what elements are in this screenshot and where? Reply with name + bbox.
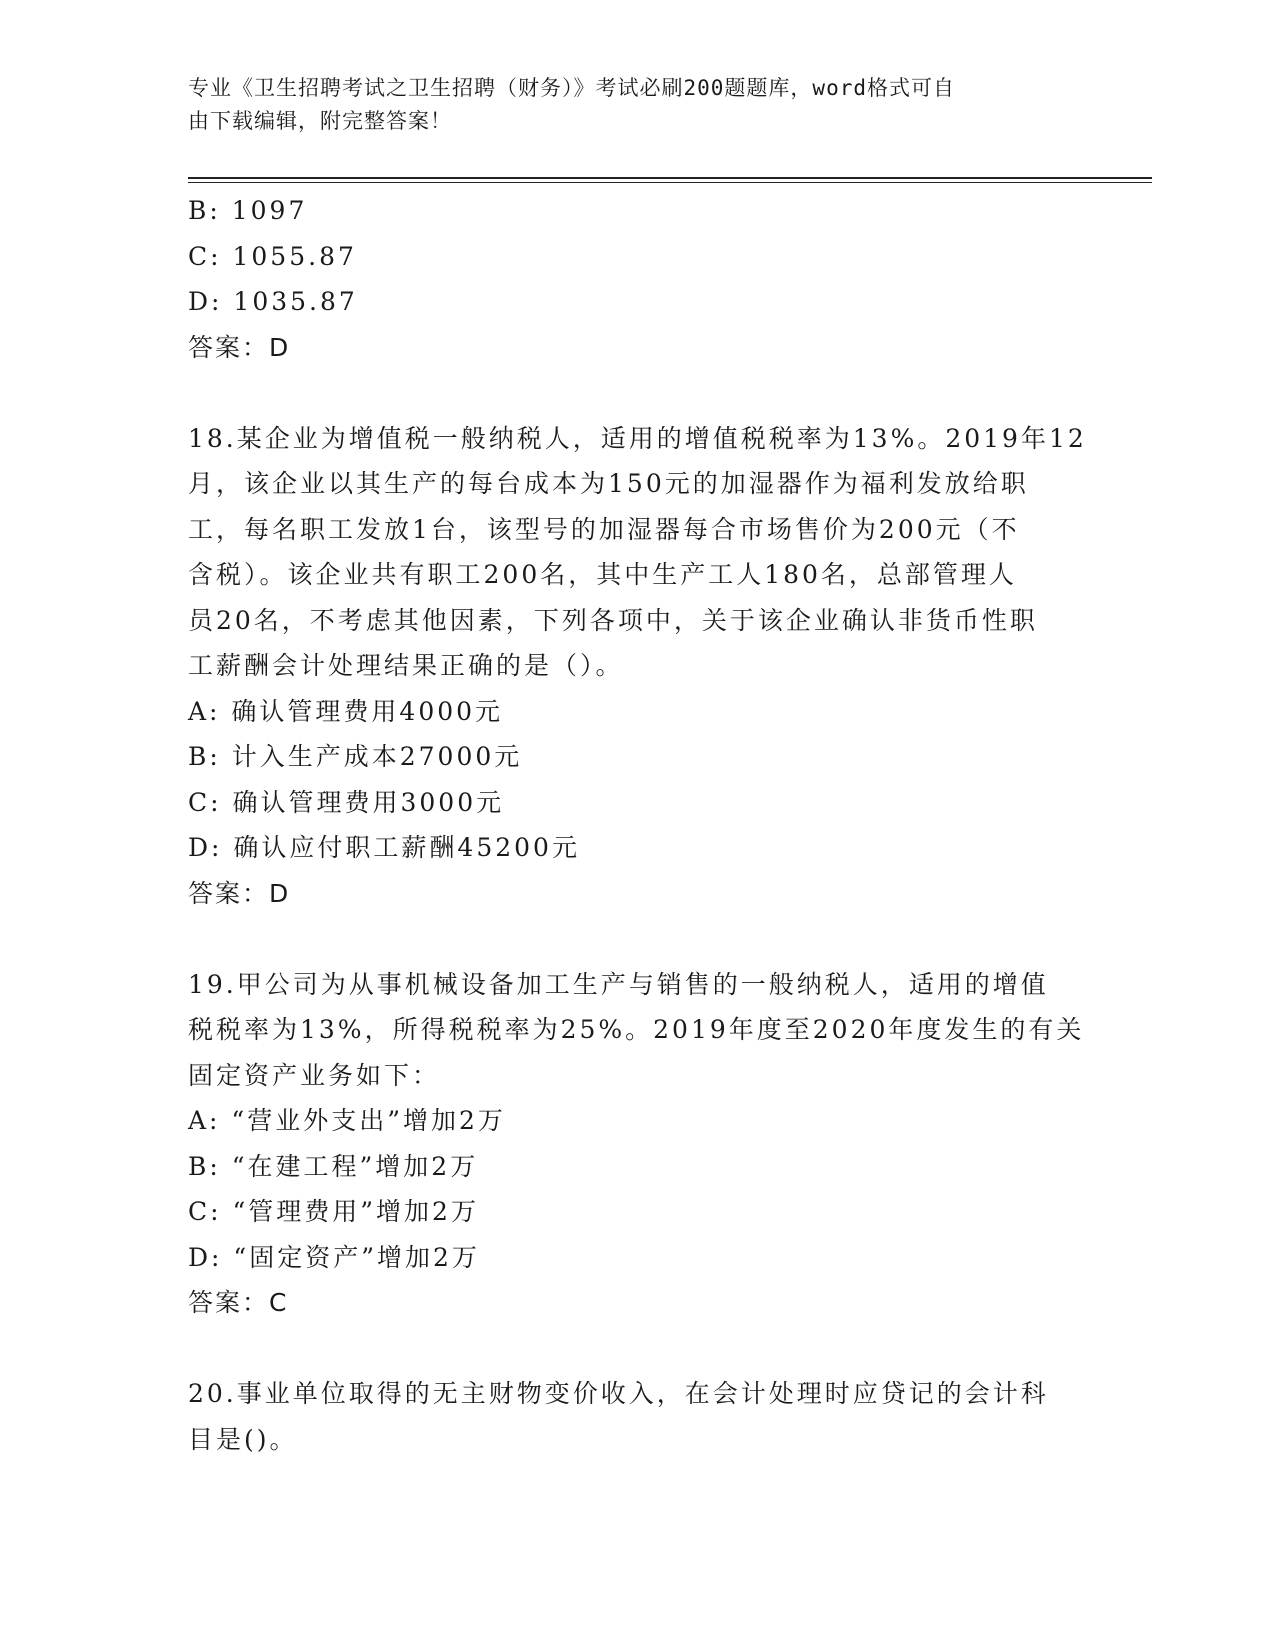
page-header <box>188 72 1068 138</box>
question-text-line: 19.甲公司为从事机械设备加工生产与销售的一般纳税人，适用的增值 <box>188 969 1049 999</box>
question-text-line: 目是()。 <box>188 1424 298 1454</box>
question-text-line: 固定资产业务如下： <box>188 1060 441 1090</box>
question-text-line: 工，每名职工发放1台，该型号的加湿器每合市场售价为200元（不 <box>188 514 1020 544</box>
question-text-line: 月，该企业以其生产的每台成本为150元的加湿器作为福利发放给职 <box>188 469 1029 498</box>
question-text-line: 20.事业单位取得的无主财物变价收入，在会计处理时应贷记的会计科 <box>188 1379 1049 1408</box>
header-line-1: 专业《卫生招聘考试之卫生招聘（财务）》考试必刷200题题库，word格式可自 <box>188 76 955 100</box>
answer-line: 答案：D <box>188 332 291 362</box>
spacer <box>188 370 1088 416</box>
option-a: A: 确认管理费用4000元 <box>188 696 504 726</box>
option-d: D: 确认应付职工薪酬45200元 <box>188 833 580 862</box>
option-c: C: “管理费用”增加2万 <box>188 1197 479 1226</box>
question-text-line: 税税率为13%，所得税税率为25%。2019年度至2020年度发生的有关 <box>188 1015 1085 1044</box>
spacer <box>188 916 1088 962</box>
spacer <box>188 1326 1088 1372</box>
option-b: B: 1097 <box>188 196 308 225</box>
answer-line: 答案：D <box>188 878 291 908</box>
option-a: A: “营业外支出”增加2万 <box>188 1106 506 1135</box>
header-rule-thick <box>188 177 1152 179</box>
option-b: B: 计入生产成本27000元 <box>188 742 523 771</box>
question-19 <box>188 962 1088 1326</box>
question-17-tail <box>188 188 1088 370</box>
question-20 <box>188 1371 1088 1462</box>
option-d: D: 1035.87 <box>188 287 358 316</box>
question-text-line: 含税）。该企业共有职工200名，其中生产工人180名，总部管理人 <box>188 560 1017 589</box>
document-content <box>188 188 1088 1462</box>
option-d: D: “固定资产”增加2万 <box>188 1242 480 1272</box>
option-c: C: 确认管理费用3000元 <box>188 787 505 817</box>
question-text-line: 工薪酬会计处理结果正确的是（）。 <box>188 651 624 680</box>
question-text-line: 员20名，不考虑其他因素，下列各项中，关于该企业确认非货币性职 <box>188 605 1038 635</box>
option-c: C: 1055.87 <box>188 241 357 271</box>
question-text-line: 18.某企业为增值税一般纳税人，适用的增值税税率为13%。2019年12 <box>188 423 1087 453</box>
option-b: B: “在建工程”增加2万 <box>188 1151 479 1181</box>
header-line-2: 由下载编辑，附完整答案！ <box>188 109 452 133</box>
question-18 <box>188 416 1088 917</box>
answer-line: 答案：C <box>188 1288 289 1317</box>
header-rule-thin <box>188 182 1152 183</box>
